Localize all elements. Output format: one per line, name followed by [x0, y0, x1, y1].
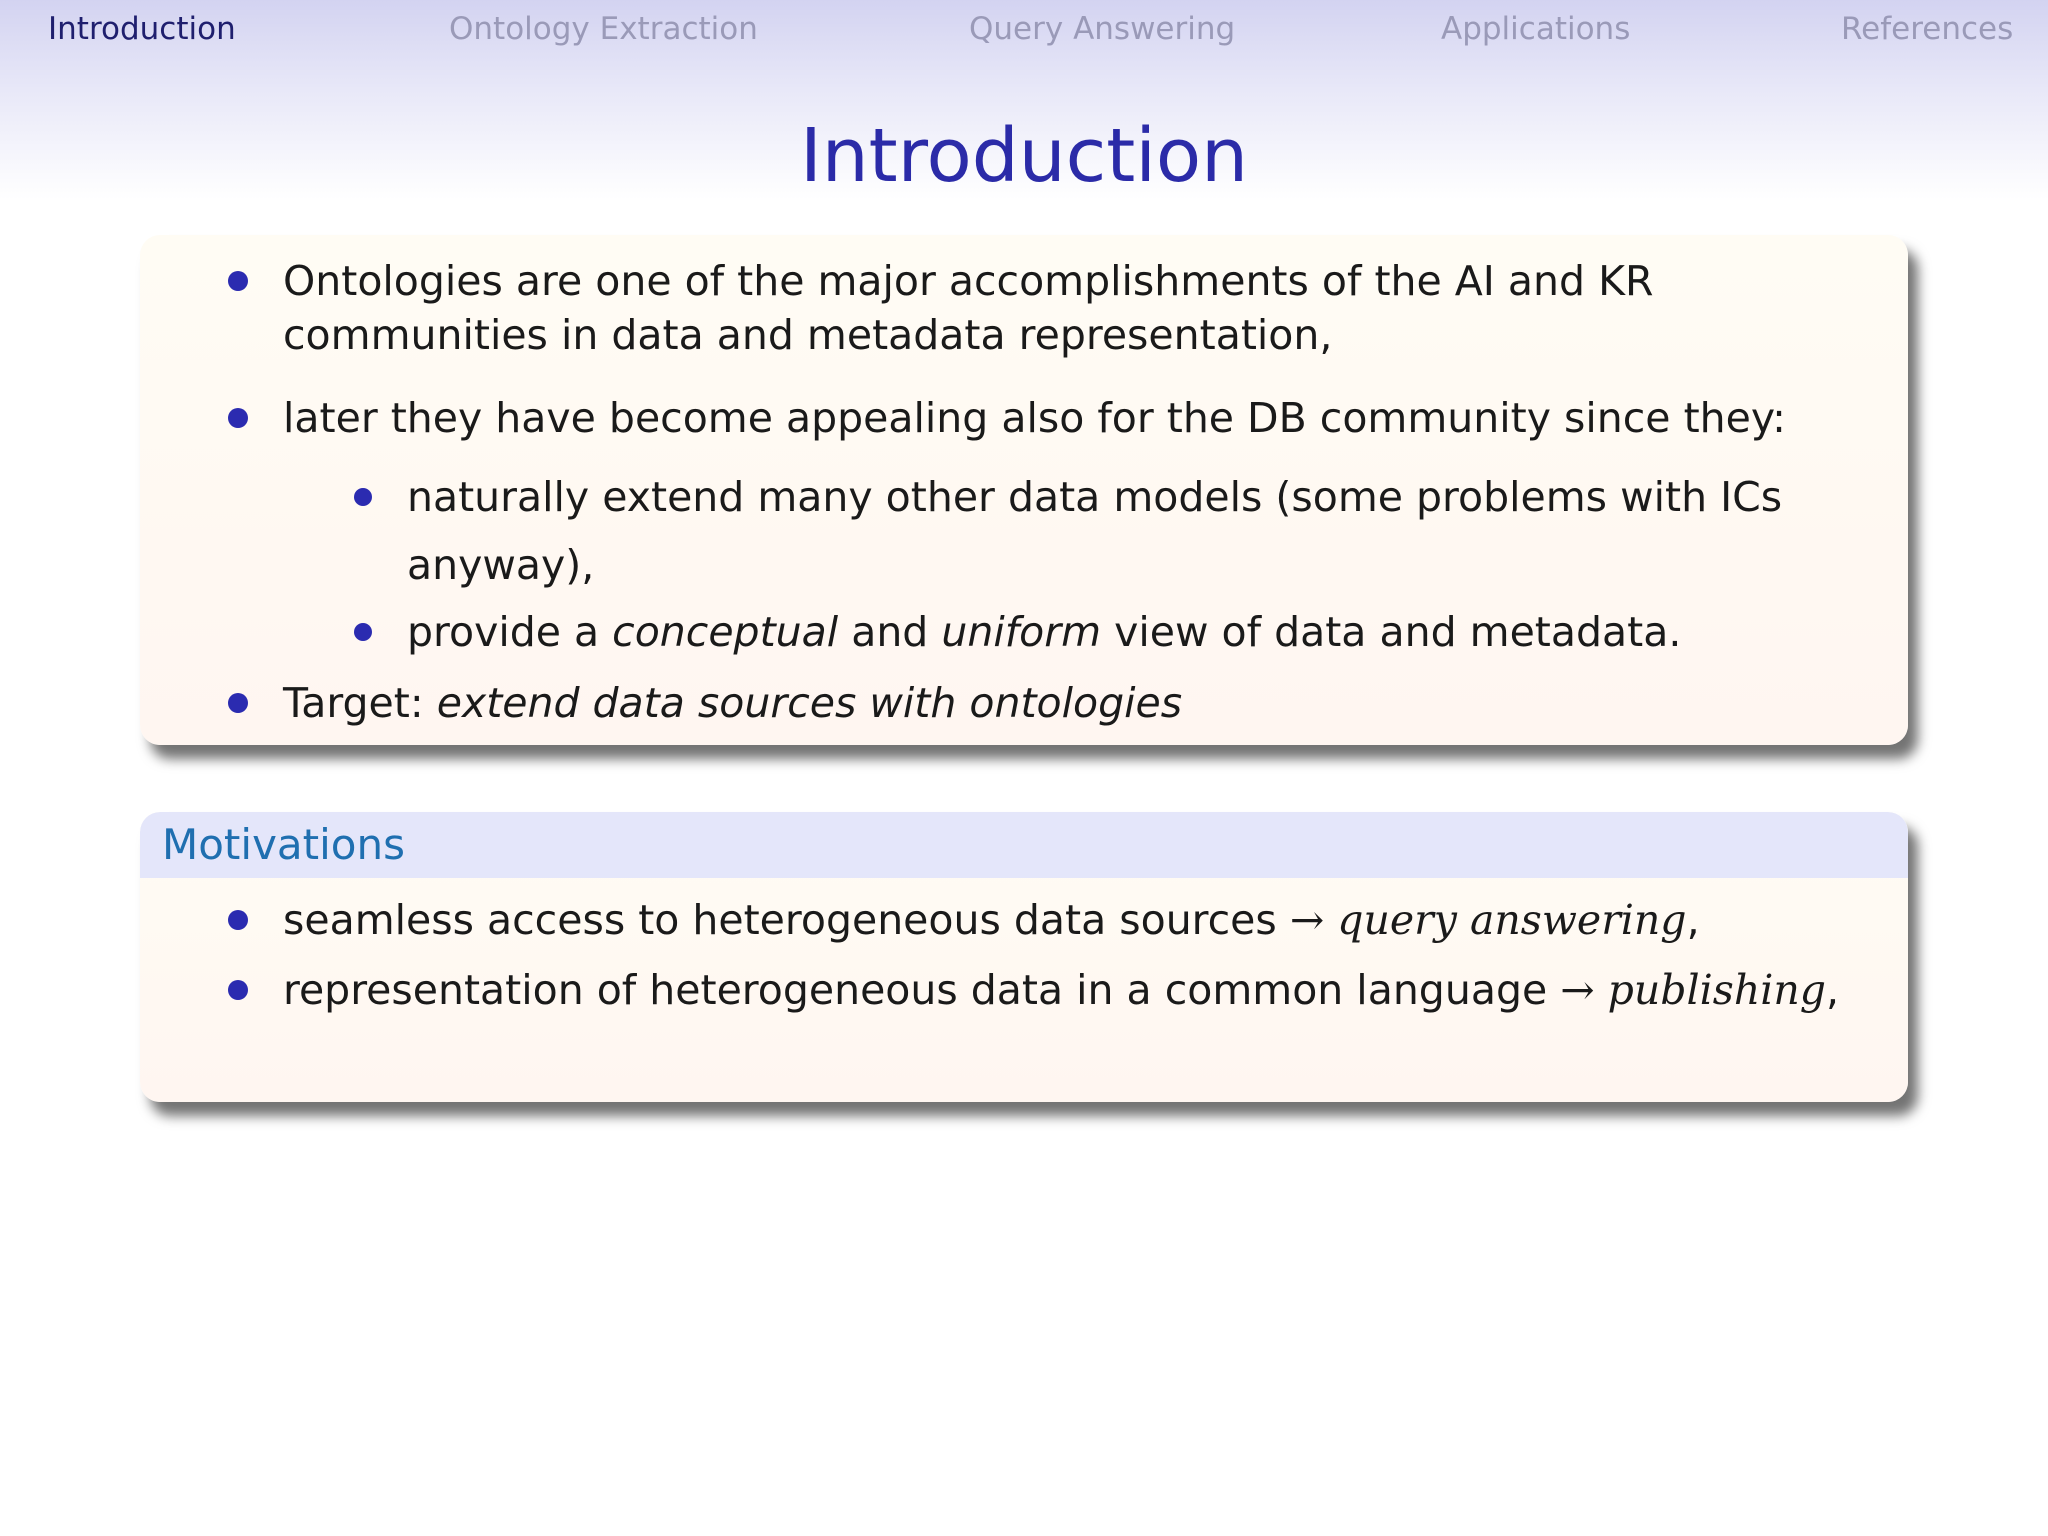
- math-query-answering: query answering: [1337, 896, 1687, 944]
- motivation-2-text: representation of heterogeneous data in a common language: [283, 966, 1548, 1014]
- sub-bullet-uniform-view: [407, 605, 1681, 659]
- bullet-target: [283, 676, 1182, 730]
- sub-bullet-icon: [354, 623, 372, 641]
- sub-bullet-icon: [354, 488, 372, 506]
- bullet-ontologies-line2: communities in data and metadata representation,: [283, 311, 1333, 359]
- motivations-title: Motivations: [140, 812, 1908, 878]
- target-emphasis: extend data sources with ontologies: [436, 679, 1183, 727]
- nav-applications[interactable]: Applications: [1441, 11, 1631, 47]
- nav-references[interactable]: References: [1841, 11, 2014, 47]
- nav-introduction[interactable]: Introduction: [48, 11, 236, 47]
- motivations-block: [140, 812, 1908, 1102]
- uniform-view-post: view of data and metadata.: [1101, 608, 1682, 656]
- uniform-view-pre: provide a: [407, 608, 613, 656]
- emphasis-conceptual: conceptual: [612, 608, 839, 656]
- bullet-icon: [228, 980, 248, 1000]
- target-label: Target:: [283, 679, 437, 727]
- bullet-ontologies-line1: Ontologies are one of the major accomplishments of the AI and KR: [283, 257, 1654, 305]
- sub-bullet-extend-line2: anyway),: [407, 541, 595, 589]
- right-arrow-icon: →: [1289, 896, 1325, 944]
- bullet-db-community: later they have become appealing also for the DB community since they:: [283, 394, 1786, 442]
- motivation-query-answering: [283, 893, 1700, 947]
- motivation-2-tail: ,: [1826, 966, 1840, 1014]
- motivation-1-text: seamless access to heterogeneous data sources: [283, 896, 1277, 944]
- bullet-icon: [228, 910, 248, 930]
- nav-query-answering[interactable]: Query Answering: [969, 11, 1236, 47]
- math-publishing: publishing: [1607, 966, 1826, 1014]
- right-arrow-icon: →: [1560, 966, 1595, 1014]
- bullet-icon: [228, 271, 248, 291]
- sub-bullet-extend-line1: naturally extend many other data models (some problems with ICs: [407, 473, 1783, 521]
- bullet-icon: [228, 693, 248, 713]
- emphasis-uniform: uniform: [941, 608, 1102, 656]
- slide-title: Introduction: [799, 113, 1249, 199]
- nav-ontology-extraction[interactable]: Ontology Extraction: [449, 11, 758, 47]
- bullet-icon: [228, 408, 248, 428]
- uniform-view-mid: and: [838, 608, 942, 656]
- motivation-1-tail: ,: [1686, 896, 1700, 944]
- motivation-publishing: [283, 963, 1839, 1017]
